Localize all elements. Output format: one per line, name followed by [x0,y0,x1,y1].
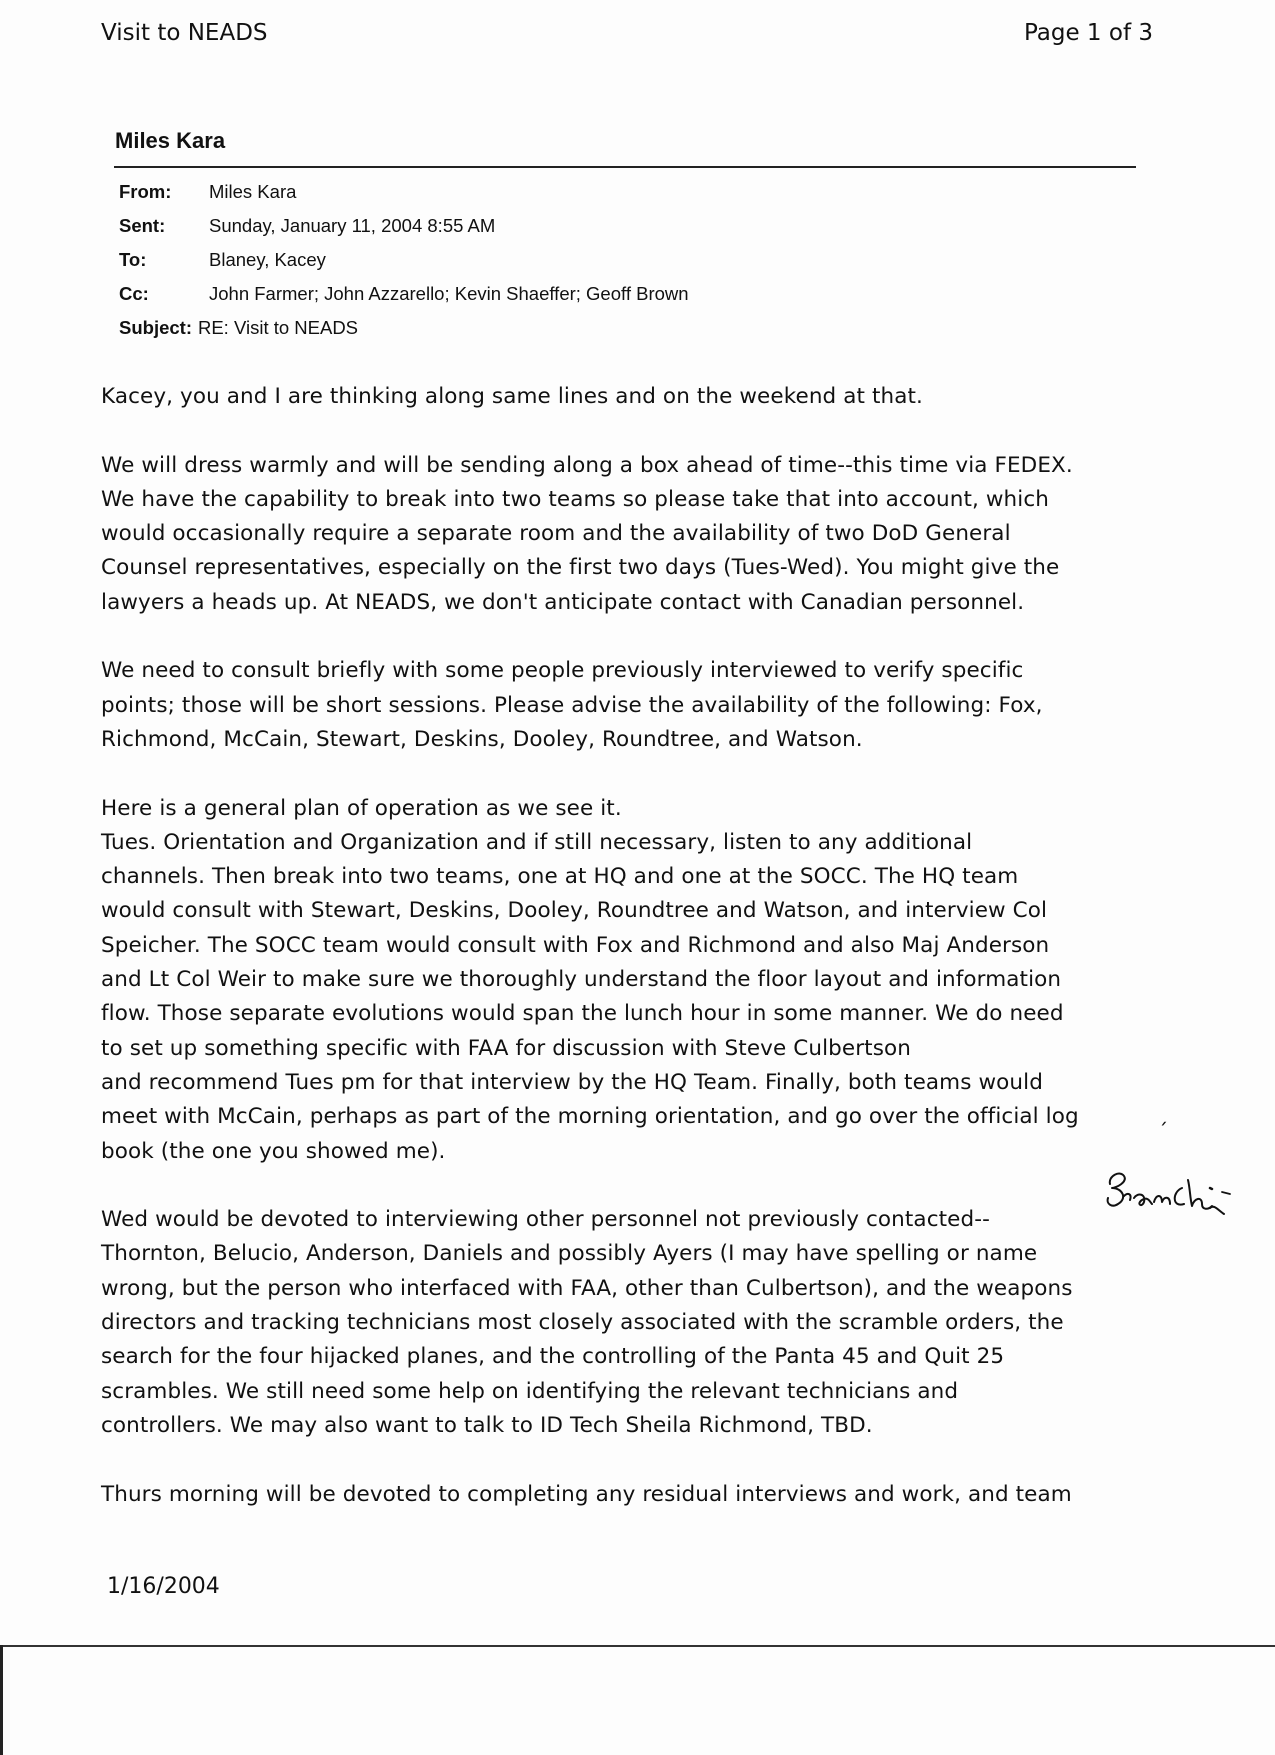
meta-value-to: Blaney, Kacey [209,249,326,270]
meta-row-subject [119,317,689,351]
body-line: scrambles. We still need some help on identifying the relevant technicians and [101,1378,959,1404]
meta-row-to [119,249,689,283]
print-footer-date: 1/16/2004 [107,1574,220,1599]
body-line: directors and tracking technicians most closely associated with the scramble orders, the [101,1310,1064,1336]
print-header-page-number: Page 1 of 3 [1023,20,1153,46]
body-line: Wed would be devoted to interviewing other personnel not previously contacted-- [101,1207,990,1233]
meta-row-cc [119,283,689,317]
meta-row-from [119,181,689,215]
body-line: and recommend Tues pm for that interview by the HQ Team. Finally, both teams would [101,1069,1043,1095]
meta-label: To: [119,249,147,270]
body-paragraph [101,1478,1161,1512]
body-paragraph [101,654,1161,757]
body-line: wrong, but the person who interfaced with FAA, other than Culbertson), and the weapons [101,1275,1073,1301]
meta-value-from: Miles Kara [209,181,297,202]
body-line: lawyers a heads up. At NEADS, we don't anticipate contact with Canadian personnel. [101,589,1025,615]
body-line: to set up something specific with FAA for discussion with Steve Culbertson [101,1035,911,1061]
meta-label: Sent: [119,215,166,236]
body-line: flow. Those separate evolutions would span the lunch hour in some manner. We do need [101,1001,1064,1027]
body-line: points; those will be short sessions. Please advise the availability of the following: Fox, [101,692,1043,718]
handwritten-annotation-bianchi [1098,1158,1258,1228]
handwritten-tick-mark: ˊ [1158,1119,1168,1143]
body-line: meet with McCain, perhaps as part of the morning orientation, and go over the official log [101,1104,1079,1130]
body-line: Speicher. The SOCC team would consult with Fox and Richmond and also Maj Anderson [101,932,1050,958]
meta-value-cc: John Farmer; John Azzarello; Kevin Shaeffer; Geoff Brown [209,283,689,304]
body-paragraph [101,380,1161,414]
email-body [101,380,1161,1512]
scan-left-edge [0,1645,3,1755]
body-line: book (the one you showed me). [101,1138,446,1164]
meta-label: From: [119,181,172,202]
meta-value-sent: Sunday, January 11, 2004 8:55 AM [209,215,496,236]
sender-name-heading: Miles Kara [115,128,226,153]
body-line: would consult with Stewart, Deskins, Dooley, Roundtree and Watson, and interview Col [101,898,1048,924]
body-paragraph [101,449,1161,620]
meta-value-subject: RE: Visit to NEADS [197,317,359,338]
body-line: Kacey, you and I are thinking along same lines and on the weekend at that. [101,384,923,409]
body-line: Thornton, Belucio, Anderson, Daniels and possibly Ayers (I may have spelling or name [101,1241,1038,1267]
meta-label: Cc: [119,283,149,304]
body-line: channels. Then break into two teams, one at HQ and one at the SOCC. The HQ team [101,864,1019,890]
body-paragraph [101,1203,1161,1443]
header-divider [114,166,1136,168]
body-line: Here is a general plan of operation as we see it. [101,795,622,821]
meta-row-sent [119,215,689,249]
body-line: Richmond, McCain, Stewart, Deskins, Dooley, Roundtree, and Watson. [101,726,863,752]
body-line: Tues. Orientation and Organization and if still necessary, listen to any additional [101,829,973,855]
body-line: controllers. We may also want to talk to ID Tech Sheila Richmond, TBD. [101,1412,873,1438]
body-line: We need to consult briefly with some people previously interviewed to verify specific [101,658,1024,684]
print-header-title: Visit to NEADS [101,20,268,46]
email-metadata [119,181,689,351]
body-paragraph [101,792,1161,1169]
meta-label: Subject: [119,317,192,338]
body-line: We have the capability to break into two teams so please take that into account, which [101,486,1049,512]
body-line: would occasionally require a separate room and the availability of two DoD General [101,521,1011,547]
body-line: search for the four hijacked planes, and the controlling of the Panta 45 and Quit 25 [101,1344,1005,1370]
body-line: Counsel representatives, especially on the first two days (Tues-Wed). You might give the [101,555,1060,581]
body-line: Thurs morning will be devoted to completing any residual interviews and work, and team [101,1481,1072,1507]
body-line: We will dress warmly and will be sending along a box ahead of time--this time via FEDEX. [101,452,1073,478]
scan-bottom-rule [0,1645,1275,1647]
body-line: and Lt Col Weir to make sure we thoroughly understand the floor layout and information [101,967,1062,993]
